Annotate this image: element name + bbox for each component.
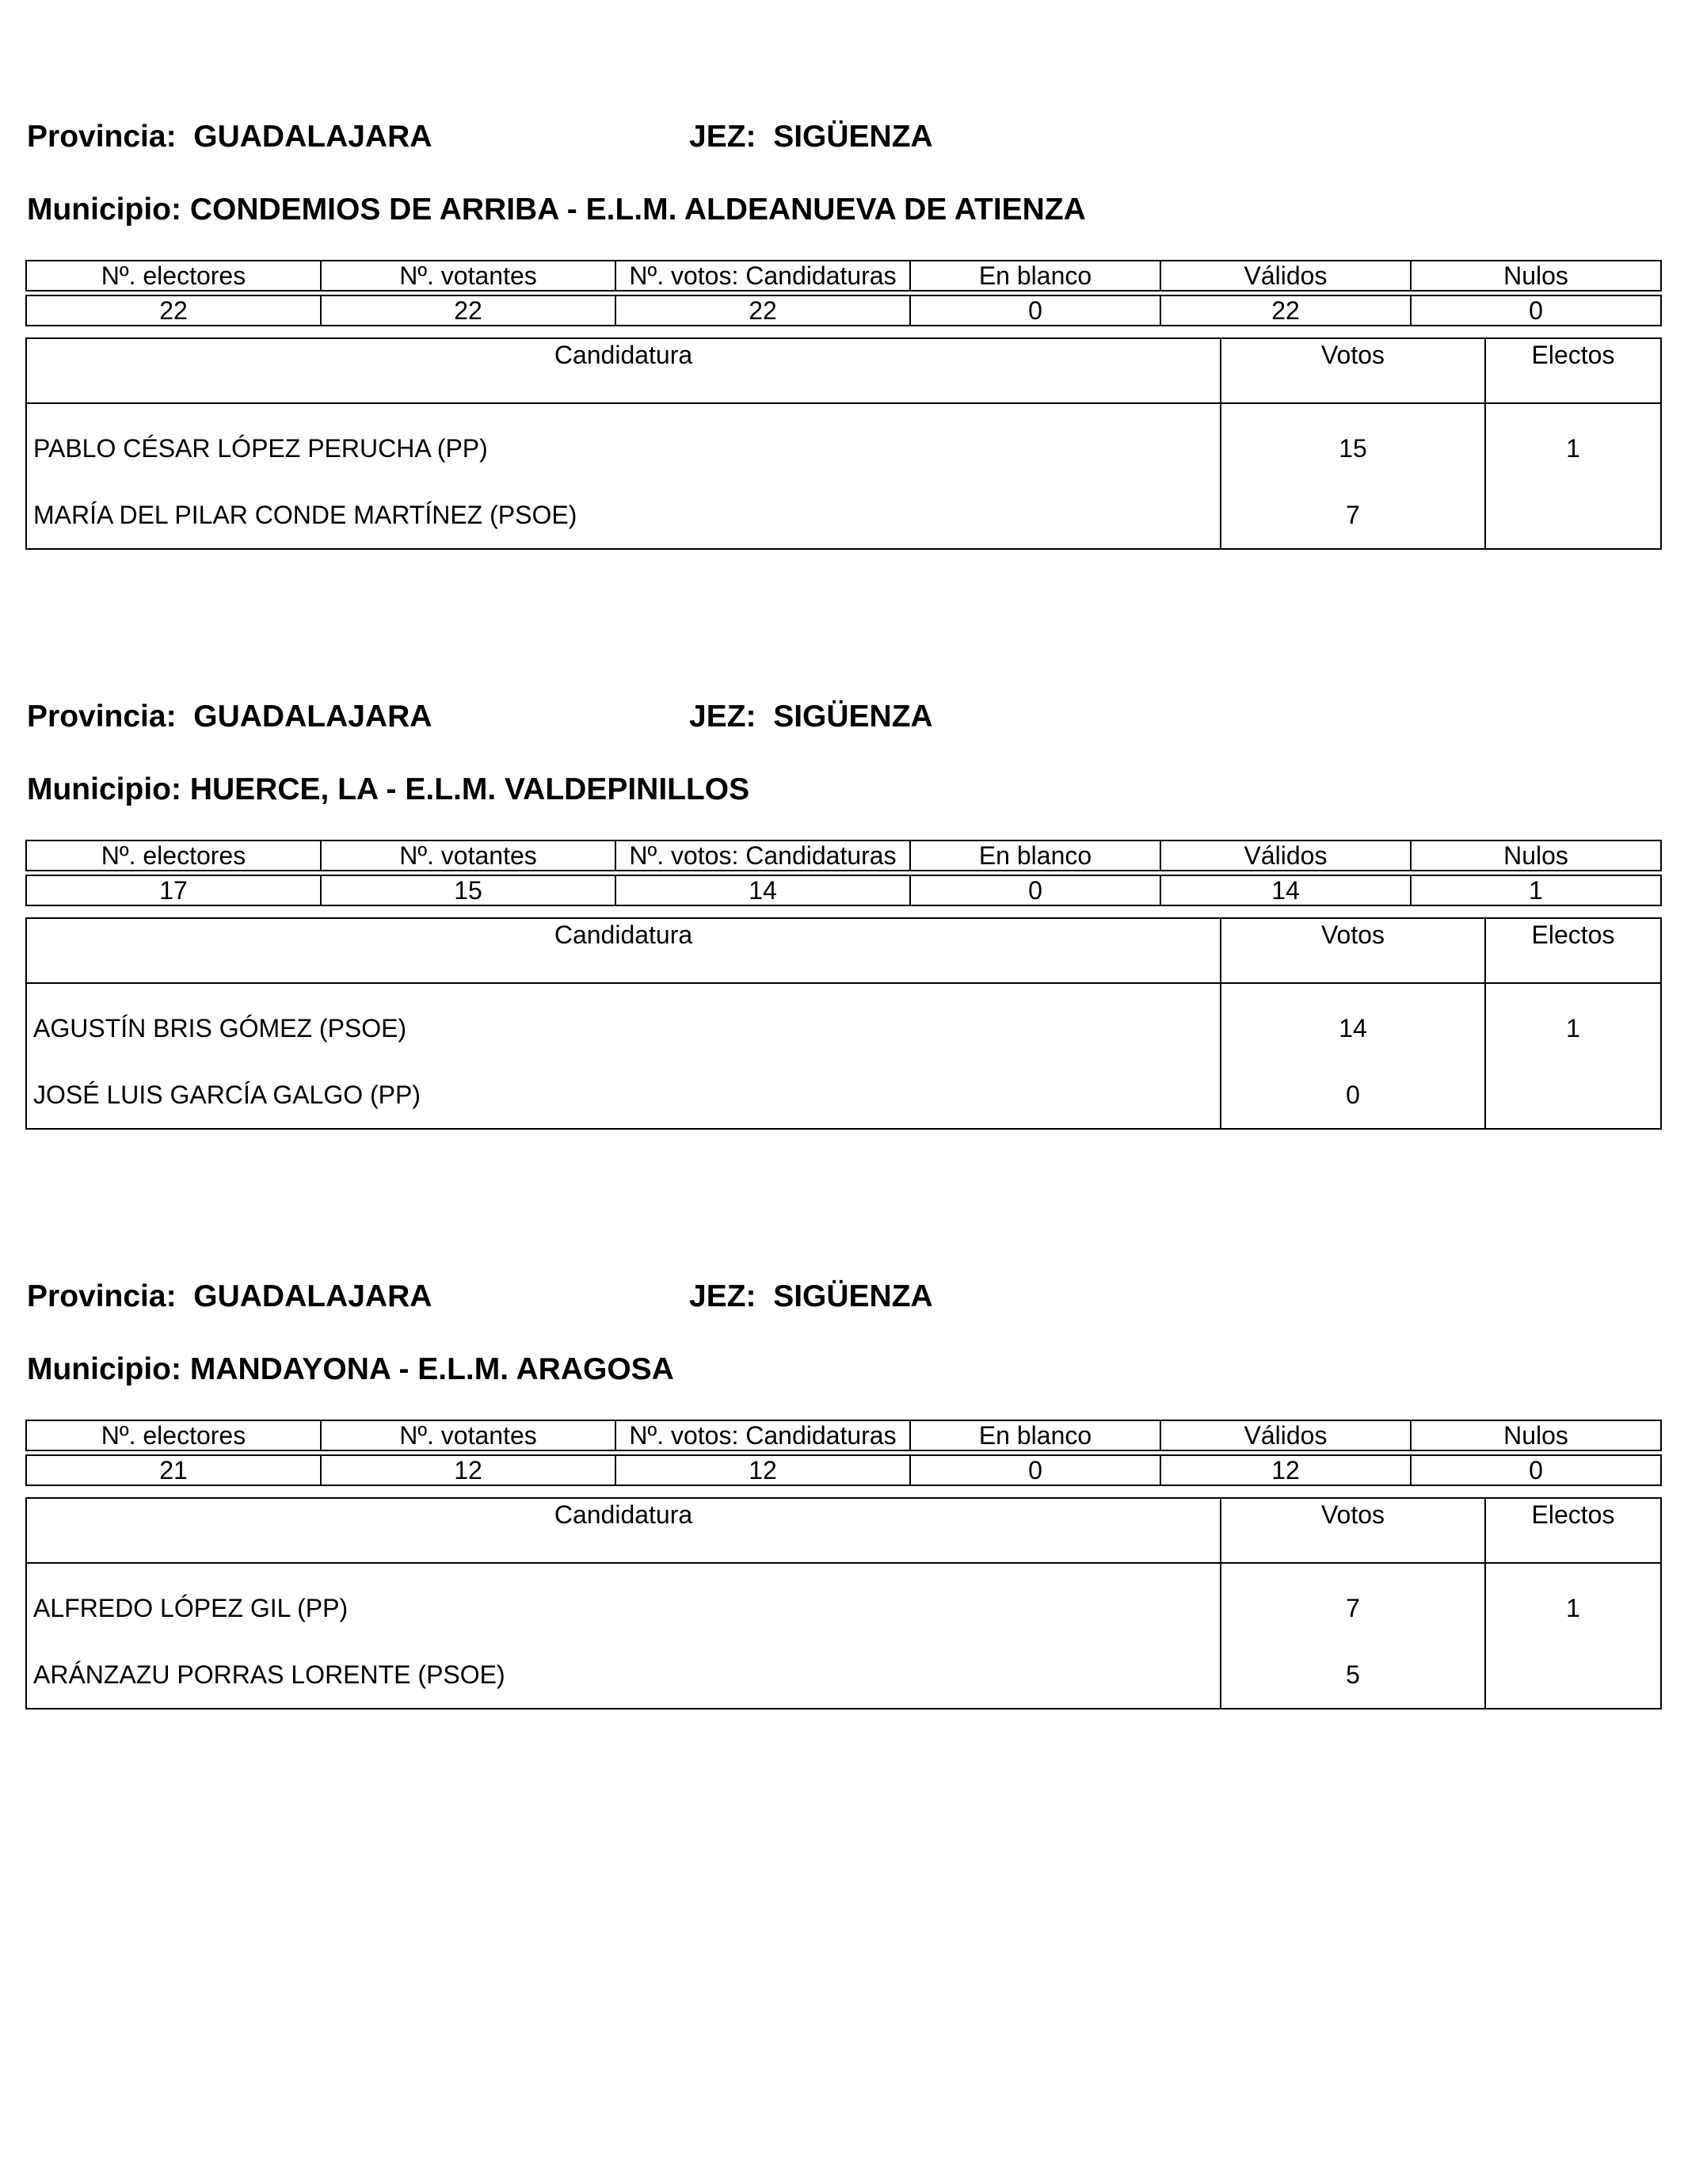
candidate-name: ARÁNZAZU PORRAS LORENTE (PSOE) (33, 1660, 505, 1689)
municipality-heading (27, 772, 749, 808)
stats-value-nulos: 0 (1411, 1455, 1661, 1485)
candidate-name: MARÍA DEL PILAR CONDE MARTÍNEZ (PSOE) (33, 500, 577, 529)
votos-header: Votos (1221, 338, 1485, 403)
stats-header-validos: Válidos (1160, 1420, 1411, 1450)
candidates-table (25, 1497, 1662, 1709)
candidates-header-row (26, 338, 1661, 403)
municipality-label: Municipio: (27, 772, 181, 806)
stats-header-nulos: Nulos (1411, 261, 1661, 291)
province-label: Provincia: (27, 120, 177, 154)
candidate-row (26, 1563, 1661, 1641)
stats-header-votantes: Nº. votantes (321, 840, 615, 871)
municipality-label: Municipio: (27, 1352, 181, 1386)
candidate-votes: 15 (1221, 403, 1485, 482)
electos-header: Electos (1485, 918, 1661, 983)
candidate-name: AGUSTÍN BRIS GÓMEZ (PSOE) (33, 1013, 407, 1042)
candidate-elected (1485, 1062, 1661, 1129)
stats-value-row (26, 295, 1661, 326)
candidate-votes: 7 (1221, 1563, 1485, 1641)
province-label: Provincia: (27, 1279, 177, 1313)
stats-header-row (26, 840, 1661, 871)
province-heading (27, 699, 432, 735)
candidates-table (25, 917, 1662, 1130)
stats-header-en-blanco: En blanco (910, 840, 1160, 871)
stats-header-validos: Válidos (1160, 840, 1411, 871)
jez-heading (689, 1279, 933, 1315)
municipality-value: HUERCE, LA - E.L.M. VALDEPINILLOS (189, 772, 750, 806)
stats-value-nulos: 0 (1411, 295, 1661, 326)
jez-heading (689, 699, 933, 735)
candidate-votes: 5 (1221, 1641, 1485, 1709)
candidate-elected: 1 (1485, 403, 1661, 482)
stats-value-row (26, 875, 1661, 905)
stats-table (25, 260, 1662, 326)
stats-table (25, 1420, 1662, 1486)
stats-value-validos: 12 (1160, 1455, 1411, 1485)
stats-header-votantes: Nº. votantes (321, 261, 615, 291)
candidate-name: ALFREDO LÓPEZ GIL (PP) (33, 1593, 349, 1622)
stats-value-electores: 17 (26, 875, 321, 905)
candidate-elected (1485, 482, 1661, 549)
stats-header-electores: Nº. electores (26, 840, 321, 871)
candidate-name: JOSÉ LUIS GARCÍA GALGO (PP) (33, 1080, 421, 1109)
stats-value-votos-candidaturas: 14 (615, 875, 910, 905)
candidate-name: PABLO CÉSAR LÓPEZ PERUCHA (PP) (33, 433, 488, 463)
stats-value-votantes: 15 (321, 875, 615, 905)
candidatura-header: Candidatura (26, 338, 1221, 403)
candidates-header-row (26, 918, 1661, 983)
jez-value: SIGÜENZA (773, 1279, 933, 1313)
candidatura-header: Candidatura (26, 918, 1221, 983)
stats-value-votos-candidaturas: 22 (615, 295, 910, 326)
candidate-votes: 0 (1221, 1062, 1485, 1129)
municipality-label: Municipio: (27, 192, 181, 227)
stats-header-votos-candidaturas: Nº. votos: Candidaturas (615, 1420, 910, 1450)
municipality-value: MANDAYONA - E.L.M. ARAGOSA (189, 1352, 674, 1386)
stats-value-en-blanco: 0 (910, 295, 1160, 326)
candidate-row (26, 1641, 1661, 1709)
candidate-votes: 7 (1221, 482, 1485, 549)
province-value: GUADALAJARA (193, 1279, 432, 1313)
jez-label: JEZ: (689, 1279, 756, 1313)
stats-value-votantes: 12 (321, 1455, 615, 1485)
candidate-elected: 1 (1485, 983, 1661, 1062)
stats-value-electores: 22 (26, 295, 321, 326)
stats-table (25, 840, 1662, 906)
stats-header-votos-candidaturas: Nº. votos: Candidaturas (615, 840, 910, 871)
province-value: GUADALAJARA (193, 120, 432, 154)
stats-header-row (26, 1420, 1661, 1450)
stats-value-votos-candidaturas: 12 (615, 1455, 910, 1485)
municipality-section (25, 1279, 1660, 1754)
votos-header: Votos (1221, 918, 1485, 983)
candidate-elected: 1 (1485, 1563, 1661, 1641)
stats-value-en-blanco: 0 (910, 875, 1160, 905)
candidate-row (26, 403, 1661, 482)
stats-value-en-blanco: 0 (910, 1455, 1160, 1485)
candidates-header-row (26, 1498, 1661, 1563)
stats-header-row (26, 261, 1661, 291)
municipality-section (25, 699, 1660, 1174)
municipality-heading (27, 192, 1086, 228)
candidatura-header: Candidatura (26, 1498, 1221, 1563)
candidate-elected (1485, 1641, 1661, 1709)
stats-header-en-blanco: En blanco (910, 1420, 1160, 1450)
stats-value-votantes: 22 (321, 295, 615, 326)
stats-header-en-blanco: En blanco (910, 261, 1160, 291)
jez-label: JEZ: (689, 120, 756, 154)
stats-header-electores: Nº. electores (26, 261, 321, 291)
stats-value-electores: 21 (26, 1455, 321, 1485)
candidate-row (26, 1062, 1661, 1129)
stats-header-votos-candidaturas: Nº. votos: Candidaturas (615, 261, 910, 291)
stats-header-validos: Válidos (1160, 261, 1411, 291)
stats-header-electores: Nº. electores (26, 1420, 321, 1450)
electos-header: Electos (1485, 338, 1661, 403)
province-heading (27, 119, 432, 155)
municipality-heading (27, 1351, 674, 1388)
jez-heading (689, 119, 933, 155)
stats-value-validos: 22 (1160, 295, 1411, 326)
province-label: Provincia: (27, 699, 177, 734)
province-heading (27, 1279, 432, 1315)
province-value: GUADALAJARA (193, 699, 432, 734)
candidates-table (25, 337, 1662, 550)
stats-value-validos: 14 (1160, 875, 1411, 905)
stats-header-nulos: Nulos (1411, 1420, 1661, 1450)
votos-header: Votos (1221, 1498, 1485, 1563)
stats-value-nulos: 1 (1411, 875, 1661, 905)
jez-value: SIGÜENZA (773, 120, 933, 154)
stats-value-row (26, 1455, 1661, 1485)
candidate-votes: 14 (1221, 983, 1485, 1062)
electos-header: Electos (1485, 1498, 1661, 1563)
stats-header-nulos: Nulos (1411, 840, 1661, 871)
municipality-section (25, 119, 1660, 594)
jez-label: JEZ: (689, 699, 756, 734)
candidate-row (26, 983, 1661, 1062)
municipality-value: CONDEMIOS DE ARRIBA - E.L.M. ALDEANUEVA DE ATIENZA (189, 192, 1086, 227)
candidate-row (26, 482, 1661, 549)
jez-value: SIGÜENZA (773, 699, 933, 734)
stats-header-votantes: Nº. votantes (321, 1420, 615, 1450)
